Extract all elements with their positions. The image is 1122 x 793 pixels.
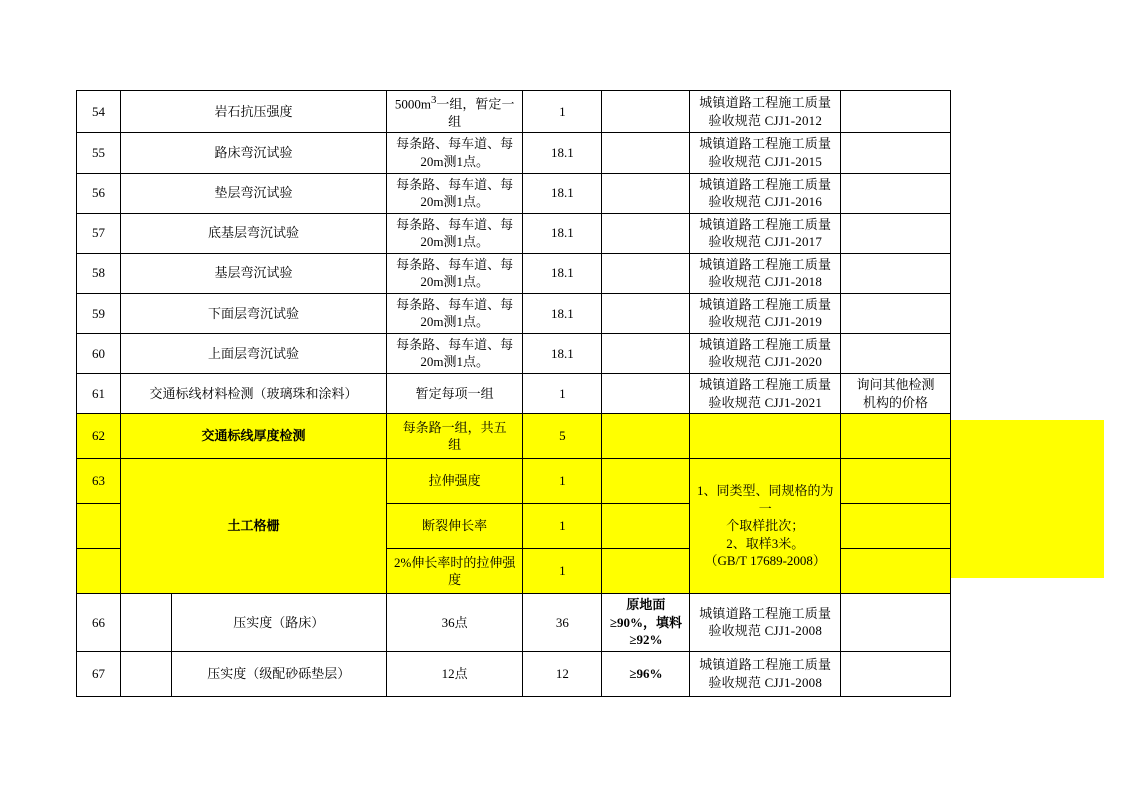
row-blank [602, 91, 690, 133]
row-note [841, 133, 951, 173]
standard-name: 城镇道路工程施工质量验 [699, 336, 832, 370]
row-note [841, 459, 951, 504]
blank-line-2: ≥92% [629, 632, 663, 648]
row-note [841, 373, 951, 413]
row-no [77, 504, 121, 549]
row-frequency: 每条路、每车道、每20m测1点。 [387, 133, 523, 173]
row-qty: 12 [523, 651, 602, 696]
row-qty: 1 [523, 373, 602, 413]
freq-line-1: 每条路一组，共五 [402, 419, 507, 435]
standard-code: CJJ1-2012 [764, 112, 823, 128]
row-no: 63 [77, 459, 121, 504]
row-no: 55 [77, 133, 121, 173]
standard-code: CJJ1-2017 [764, 234, 823, 250]
row-qty: 18.1 [523, 253, 602, 293]
row-note [841, 293, 951, 333]
standard-name-cont: 收规范 [721, 354, 765, 370]
row-item: 下面层弯沉试验 [120, 293, 386, 333]
row-note [841, 173, 951, 213]
row-item: 基层弯沉试验 [120, 253, 386, 293]
row-qty: 1 [523, 504, 602, 549]
row-blank: ≥96% [602, 651, 690, 696]
row-frequency: 2%伸长率时的拉伸强度 [387, 549, 523, 594]
table-row [77, 91, 951, 133]
row-no: 57 [77, 213, 121, 253]
row-blank [602, 459, 690, 504]
row-standard [690, 293, 841, 333]
row-item: 底基层弯沉试验 [120, 213, 386, 253]
row-frequency: 36点 [387, 594, 523, 652]
row-blank [602, 414, 690, 459]
row-blank [602, 173, 690, 213]
row-qty: 36 [523, 594, 602, 652]
row-no: 56 [77, 173, 121, 213]
table-row [77, 293, 951, 333]
table-row [77, 173, 951, 213]
row-note [841, 253, 951, 293]
row-note [841, 91, 951, 133]
table-row [77, 459, 951, 504]
standard-code: CJJ1-2021 [764, 394, 823, 410]
row-standard [690, 213, 841, 253]
standard-name-cont: 收规范 [721, 394, 765, 410]
row-frequency: 每条路、每车道、每20m测1点。 [387, 293, 523, 333]
standard-name: 城镇道路工程施工质量验 [699, 296, 832, 330]
standard-name-cont: 收规范 [721, 314, 765, 330]
row-frequency: 每条路、每车道、每20m测1点。 [387, 253, 523, 293]
row-standard-geogrid [690, 459, 841, 594]
row-note [841, 549, 951, 594]
row-note [841, 414, 951, 459]
row-item-geogrid: 土工格栅 [120, 459, 386, 594]
row-blank [602, 333, 690, 373]
table-row [77, 594, 951, 652]
row-frequency: 每条路、每车道、每20m测1点。 [387, 213, 523, 253]
freq-line-2: 组 [448, 437, 462, 453]
row-blank [602, 373, 690, 413]
row-qty: 5 [523, 414, 602, 459]
geo-note-line-4: （GB/T 17689-2008） [704, 553, 826, 569]
standard-code: CJJ1-2020 [764, 354, 823, 370]
standard-name: 城镇道路工程施工质量验 [699, 136, 832, 169]
row-blank [602, 253, 690, 293]
row-no: 60 [77, 333, 121, 373]
row-qty: 18.1 [523, 133, 602, 173]
row-sub [120, 651, 171, 696]
row-qty: 1 [523, 459, 602, 504]
row-qty: 18.1 [523, 293, 602, 333]
row-no: 59 [77, 293, 121, 333]
row-note [841, 213, 951, 253]
blank-line-1: 原地面≥90%，填料 [609, 597, 682, 630]
standard-name-cont: 收规范 [721, 274, 765, 290]
table-row [77, 213, 951, 253]
row-frequency: 断裂伸长率 [387, 504, 523, 549]
row-blank [602, 293, 690, 333]
freq-volume: 5000m [394, 96, 431, 112]
standard-name-cont: 收规范 [721, 234, 765, 250]
table-row [77, 333, 951, 373]
standard-code: CJJ1-2015 [764, 153, 823, 169]
standard-name-cont: 收规范 [721, 153, 765, 169]
row-frequency: 12点 [387, 651, 523, 696]
row-standard [690, 133, 841, 173]
row-qty: 1 [523, 91, 602, 133]
freq-rest2: 一组 [448, 96, 515, 129]
standard-name: 城镇道路工程施工质量验 [699, 605, 832, 639]
row-blank [602, 213, 690, 253]
row-no: 61 [77, 373, 121, 413]
standard-name-cont: 收规范 [721, 623, 765, 639]
table-row [77, 414, 951, 459]
row-no [77, 549, 121, 594]
geo-note-line-2: 个取样批次； [726, 518, 805, 534]
row-blank [602, 133, 690, 173]
standard-name-cont: 收规范 [721, 112, 765, 128]
row-no: 62 [77, 414, 121, 459]
row-standard [690, 651, 841, 696]
row-note [841, 594, 951, 652]
row-no: 66 [77, 594, 121, 652]
row-blank [602, 549, 690, 594]
row-blank [602, 504, 690, 549]
row-standard [690, 414, 841, 459]
row-item: 岩石抗压强度 [120, 91, 386, 133]
row-standard [690, 253, 841, 293]
row-frequency [387, 91, 523, 133]
row-frequency: 每条路、每车道、每20m测1点。 [387, 173, 523, 213]
row-item: 路床弯沉试验 [120, 133, 386, 173]
row-frequency [387, 414, 523, 459]
row-note [841, 651, 951, 696]
row-standard [690, 91, 841, 133]
row-item: 上面层弯沉试验 [120, 333, 386, 373]
row-standard [690, 173, 841, 213]
geo-note-line-3: 2、取样3米。 [726, 535, 805, 551]
row-standard [690, 594, 841, 652]
row-blank [602, 594, 690, 652]
row-note [841, 333, 951, 373]
freq-exponent: 3 [431, 94, 437, 106]
row-qty: 1 [523, 549, 602, 594]
freq-rest: 一组，暂定 [436, 96, 502, 112]
standard-name-cont: 收规范 [721, 194, 765, 210]
table-row [77, 651, 951, 696]
standard-code: CJJ1-2018 [764, 274, 823, 290]
row-item: 压实度（级配砂砾垫层） [171, 651, 386, 696]
note-line-1: 询问其他检测 [856, 376, 935, 392]
row-qty: 18.1 [523, 173, 602, 213]
standard-code: CJJ1-2008 [764, 623, 823, 639]
geo-note-line-1: 1、同类型、同规格的为一 [696, 483, 834, 516]
standard-code: CJJ1-2016 [764, 194, 823, 210]
standard-code: CJJ1-2019 [764, 314, 823, 330]
row-no: 67 [77, 651, 121, 696]
row-item: 交通标线材料检测（玻璃珠和涂料） [120, 373, 386, 413]
standard-name: 城镇道路工程施工质量验 [699, 216, 832, 250]
row-standard [690, 373, 841, 413]
row-item: 交通标线厚度检测 [120, 414, 386, 459]
row-frequency: 拉伸强度 [387, 459, 523, 504]
standard-name: 城镇道路工程施工质量验 [699, 176, 832, 210]
inspection-items-table [76, 90, 951, 697]
row-qty: 18.1 [523, 333, 602, 373]
highlight-overhang-block [951, 420, 1104, 578]
note-line-2: 机构的价格 [863, 394, 929, 410]
row-frequency: 每条路、每车道、每20m测1点。 [387, 333, 523, 373]
row-no: 58 [77, 253, 121, 293]
row-qty: 18.1 [523, 213, 602, 253]
standard-name: 城镇道路工程施工质量验 [699, 376, 832, 410]
row-standard [690, 333, 841, 373]
row-sub [120, 594, 171, 652]
table-row [77, 133, 951, 173]
row-item: 压实度（路床） [171, 594, 386, 652]
standard-name-cont: 收规范 [721, 674, 765, 690]
inspection-plan-table-sheet [76, 90, 1026, 697]
standard-name: 城镇道路工程施工质量验 [699, 657, 832, 690]
row-no: 54 [77, 91, 121, 133]
row-frequency: 暂定每项一组 [387, 373, 523, 413]
standard-name: 城镇道路工程施工质量验 [699, 256, 832, 290]
standard-name: 城镇道路工程施工质量验 [699, 95, 832, 128]
table-row [77, 253, 951, 293]
standard-code: CJJ1-2008 [764, 674, 823, 690]
table-row [77, 373, 951, 413]
row-item: 垫层弯沉试验 [120, 173, 386, 213]
row-note [841, 504, 951, 549]
